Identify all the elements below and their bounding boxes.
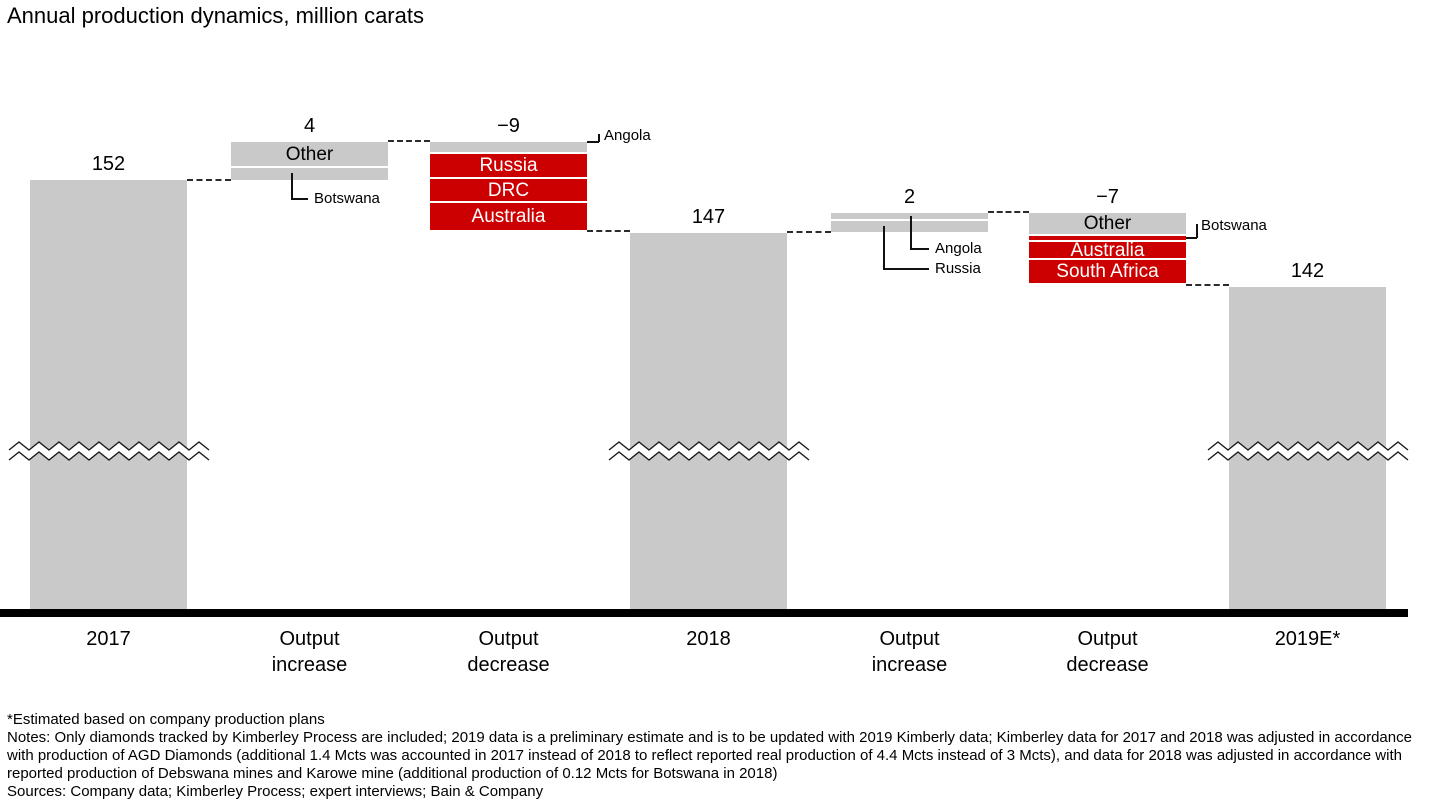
segment-label: DRC xyxy=(487,179,530,201)
connector-dashed-line xyxy=(1186,284,1229,286)
axis-label-line: Output xyxy=(478,628,539,650)
value-label-2017: 152 xyxy=(91,153,126,175)
segment-other xyxy=(1029,213,1186,234)
bar-2017 xyxy=(30,180,187,610)
axis-label-output-increase-2 xyxy=(831,626,988,678)
segment-drc xyxy=(430,179,587,201)
segment-label: Australia xyxy=(1070,239,1145,261)
callout-line xyxy=(598,134,600,142)
axis-break-icon xyxy=(8,434,210,462)
axis-label-line: Output xyxy=(879,628,940,650)
axis-label-2019e xyxy=(1229,626,1386,652)
segment-label: South Africa xyxy=(1056,261,1159,282)
footnote-notes: Notes: Only diamonds tracked by Kimberley Process are included; 2019 data is a preliminary estimate and is to be updated with 2019 Kimberly data; Kimberley data for 2017 and 2018 was adjusted in accordance with production of AGD Diamonds (additional 1.4 Mcts was accounted in 2017 instead of 2018 to reflect reported real production of 4.4 Mcts instead of 3 Mcts), and data for 2018 was adjusted in accordance with reported production of Debswana mines and Karowe mine (additional production of 0.12 Mcts for Botswana in 2018) xyxy=(7,729,1412,782)
callout-botswana: Botswana xyxy=(1201,217,1267,234)
axis-label-line: 2019E* xyxy=(1274,628,1341,650)
axis-label-line: decrease xyxy=(1066,654,1149,676)
callout-angola: Angola xyxy=(604,127,651,144)
axis-label-output-increase-1 xyxy=(231,626,388,678)
axis-label-line: 2018 xyxy=(686,628,731,650)
value-label-2019e: 142 xyxy=(1290,260,1325,282)
footnote-sources: Sources: Company data; Kimberley Process; expert interviews; Bain & Company xyxy=(7,783,544,800)
axis-label-line: increase xyxy=(871,654,948,676)
callout-line xyxy=(883,268,929,270)
value-label-increase-2019: 2 xyxy=(903,186,916,208)
segment-label: Other xyxy=(285,143,334,165)
segment-south-africa xyxy=(1029,260,1186,283)
footnotes xyxy=(7,711,1437,801)
segment-botswana xyxy=(231,168,388,180)
segment-label: Russia xyxy=(479,155,538,176)
axis-label-line: Output xyxy=(1077,628,1138,650)
callout-line xyxy=(910,216,912,249)
callout-line xyxy=(291,198,308,200)
callout-botswana: Botswana xyxy=(314,190,380,207)
connector-dashed-line xyxy=(187,179,231,181)
callout-line xyxy=(883,226,885,269)
footnote-estimate: *Estimated based on company production plans xyxy=(7,711,325,728)
connector-dashed-line xyxy=(787,231,831,233)
axis-break-icon xyxy=(1207,434,1409,462)
callout-line xyxy=(910,248,929,250)
bar-2018 xyxy=(630,233,787,610)
axis-label-output-decrease-1 xyxy=(430,626,587,678)
axis-label-line: increase xyxy=(271,654,348,676)
axis-label-2017 xyxy=(30,626,187,652)
axis-label-line: 2017 xyxy=(86,628,131,650)
callout-line xyxy=(1196,224,1198,238)
segment-label: Other xyxy=(1083,213,1132,234)
segment-angola xyxy=(430,142,587,152)
connector-dashed-line xyxy=(587,230,630,232)
connector-dashed-line xyxy=(388,140,430,142)
axis-label-output-decrease-2 xyxy=(1029,626,1186,678)
x-axis-line xyxy=(0,609,1408,617)
callout-russia: Russia xyxy=(935,260,981,277)
segment-australia xyxy=(430,203,587,230)
segment-australia xyxy=(1029,239,1186,261)
chart-title: Annual production dynamics, million carats xyxy=(7,3,424,28)
axis-break-icon xyxy=(608,434,810,462)
value-label-2018: 147 xyxy=(691,206,726,228)
callout-angola: Angola xyxy=(935,240,982,257)
segment-other xyxy=(231,142,388,166)
value-label-increase-2018: 4 xyxy=(303,115,316,137)
axis-label-line: decrease xyxy=(467,654,550,676)
callout-line xyxy=(291,173,293,199)
value-label-decrease-2019: −7 xyxy=(1096,186,1119,208)
segment-russia xyxy=(430,154,587,177)
axis-label-line: Output xyxy=(279,628,340,650)
axis-label-2018 xyxy=(630,626,787,652)
segment-label: Australia xyxy=(471,206,546,227)
connector-dashed-line xyxy=(988,211,1029,213)
value-label-decrease-2018: −9 xyxy=(497,115,520,137)
